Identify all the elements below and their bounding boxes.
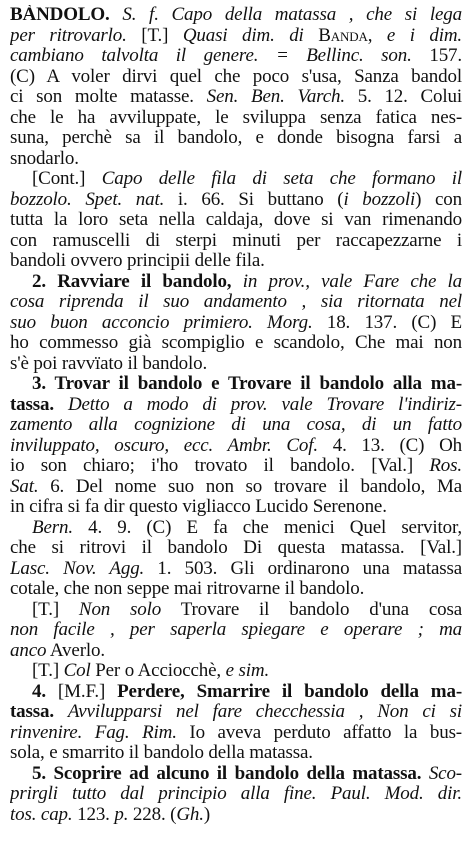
text-line [10,87,462,108]
text-run [54,702,68,722]
text-run: s'è poi ravvïato il bandolo. [10,353,208,374]
text-line [10,415,462,436]
text-run: sola, e smarrito il bandolo della matassa. [10,743,313,763]
text-line [10,702,462,723]
text-line [10,456,462,477]
text-line [10,518,462,539]
text-run: tutta la loro seta nella caldaja, dove si van rimenando [10,210,462,230]
text-run: prirgli tutto dal principio alla fine. Paul. Mod. dir. [10,784,462,804]
text-run: 5. 12. Colui [344,87,462,107]
text-run: Non solo [78,599,162,620]
text-run: i bozzoli [343,189,416,210]
text-run: 123. [72,804,115,825]
text-run: 4. [32,681,58,702]
text-run: Banda [318,25,368,46]
text-line [10,46,462,67]
text-run: tassa. [10,702,54,722]
text-run: tassa. [10,394,54,415]
text-run: non facile , per saperla spiegare e operare ; ma [10,620,462,640]
text-line [10,354,462,375]
text-line [10,477,462,498]
text-line [10,559,462,580]
text-run: ) con [415,189,462,210]
text-line [10,600,462,621]
text-run: rinvenire. Fag. Rim. [10,722,177,743]
text-run: ) [203,804,211,825]
text-run: suo buon acconcio primiero. Morg. [10,312,313,333]
text-run: snodarlo. [10,148,79,169]
text-run: 157. [411,46,462,66]
text-line [10,251,462,272]
text-line [10,661,462,682]
text-run: in prov., vale Fare che la [242,271,462,292]
text-run: bandoli ovvero principii delle fila. [10,251,265,271]
text-line [10,26,462,47]
text-run: [T.] [32,661,64,681]
text-run: S. f. Capo della matassa , che si lega [122,5,462,25]
text-run: in cifra si fa dir questo vigliacco Lucido Serenone. [10,497,387,517]
text-run: Col [63,661,91,681]
text-line [10,292,462,313]
text-line [10,764,462,785]
text-line [10,5,462,26]
text-run: Bern. [32,517,73,538]
text-line [10,169,462,190]
text-run: Averlo. [46,640,105,661]
text-line [10,784,462,805]
text-run: , [367,25,387,46]
text-run: io son chiaro; i'ho trovato il bandolo. [Val.] [10,456,430,476]
text-run: 4. 13. (C) Oh [318,435,462,456]
text-run: 18. 137. (C) E [312,312,462,333]
text-line [10,497,462,518]
text-run: suna, perchè sa il bandolo, e donde bisogna farsi a [10,128,462,148]
text-run: 3. Trovar il bandolo e Trovare il bandolo alla ma- [32,374,462,394]
text-line [10,395,462,416]
text-run: cambiano talvolta il genere. = Bellinc. son. [10,46,412,66]
text-run: [Cont.] [32,169,102,189]
text-run: Trovare il bandolo d'una cosa [161,599,462,620]
text-run: tos. cap. [10,804,73,825]
text-line [10,374,462,395]
text-run: Io aveva perduto affatto la bus- [176,722,462,743]
text-run: 4. 9. (C) E fa che menici Quel servitor, [72,517,462,538]
text-line [10,128,462,149]
text-run: bozzolo. Spet. nat. [10,189,165,210]
text-line [10,210,462,231]
text-line [10,313,462,334]
text-line [10,579,462,600]
text-run: 6. Del nome suo non so trovare il bandolo, Ma [38,476,462,497]
text-run: per ritrovarlo. [10,25,127,46]
text-run: Ros. [429,456,462,476]
text-run: 228. ( [128,804,177,825]
text-run: ho commesso già scompiglio e scandolo, Che mai non [10,333,462,353]
text-line [10,641,462,662]
text-run: Gh. [176,804,204,825]
text-run: [T.] [126,25,183,46]
text-run: con ramuscelli di sterpi minuti per raccapezzarne i [10,230,462,251]
text-line [10,149,462,170]
text-line [10,805,462,826]
text-line [10,620,462,641]
text-run: Lasc. Nov. Agg. [10,558,145,579]
text-run [54,395,68,415]
text-run: 5. Scoprire ad alcuno il bandolo della matassa. [32,763,422,784]
text-run: [M.F.] [57,681,118,702]
text-run: i. 66. Si buttano ( [164,189,344,210]
text-run: Avvilupparsi nel fare checchessia , Non ci si [67,702,462,722]
text-run: zamento alla cognizione di una cosa, di un fatto [10,415,462,435]
text-run [110,5,123,25]
text-line [10,231,462,252]
text-run: Perdere, Smarrire il bandolo della ma- [117,681,462,702]
text-run: Sco- [428,763,462,784]
text-run: Per o Acciocchè, [90,661,226,681]
text-run: e sim. [225,661,270,681]
text-run: (C) A voler dirvi quel che poco s'usa, Sanza bandol [10,66,462,87]
text-run [231,272,242,292]
text-line [10,67,462,88]
text-run [304,26,319,46]
text-run: 2. Ravviare il bandolo, [32,271,232,292]
text-run: inviluppato, oscuro, ecc. Ambr. Cof. [10,435,318,456]
text-run: che le ha avviluppate, le sviluppa senza fatica nes- [10,107,462,128]
text-run: p. [114,804,129,825]
text-run: e i dim. [386,25,462,46]
text-run: cosa riprenda il suo andamento , sia ritornata nel [10,292,462,312]
text-line [10,272,462,293]
text-line [10,723,462,744]
text-run: anco [10,640,47,661]
text-line [10,743,462,764]
text-run: BÀNDOLO. [10,5,110,25]
text-run: 1. 503. Gli ordinarono una matassa [144,558,462,579]
text-run: che si ritrovi il bandolo Di questa matassa. [Val.] [10,538,462,558]
text-line [10,538,462,559]
text-run: Capo delle fila di seta che formano il [101,169,462,189]
text-run: Sen. Ben. Varch. [206,87,345,107]
text-run: Quasi dim. di [182,25,304,46]
text-run: Sat. [10,476,39,497]
text-run [421,764,429,784]
text-line [10,108,462,129]
text-line [10,682,462,703]
text-run: cotale, che non seppe mai ritrovarne il bandolo. [10,579,365,599]
text-run: Detto a modo di prov. vale Trovare l'indiriz- [67,394,462,415]
text-run: ci son molte matasse. [10,87,207,107]
text-line [10,436,462,457]
text-line [10,190,462,211]
text-line [10,333,462,354]
text-run: [T.] [32,599,79,620]
